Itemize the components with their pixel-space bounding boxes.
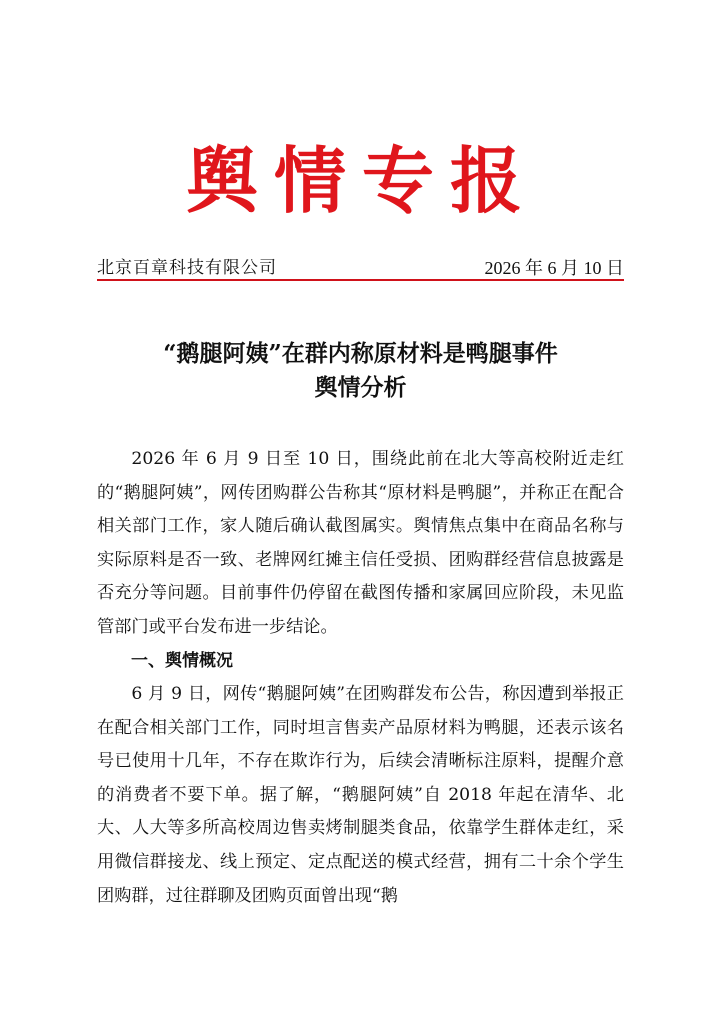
document-title: [97, 337, 624, 405]
intro-paragraph: 2026 年 6 月 9 日至 10 日，围绕此前在北大等高校附近走红的“鹅腿阿姨”，网传团购群公告称其“原材料是鸭腿”，并称正在配合相关部门工作，家人随后确认截图属实。舆情焦点集中在商品名称与实际原料是否一致、老牌网红摊主信任受损、团购群经营信息披露是否充分等问题。目前事件仍停留在截图传播和家属回应阶段，未见监管部门或平台发布进一步结论。: [97, 449, 624, 637]
issuer-name: 北京百章科技有限公司: [97, 258, 277, 278]
issue-date: 2026 年 6 月 10 日: [484, 258, 624, 278]
issuer-row: [97, 256, 624, 280]
document-body: [97, 443, 624, 906]
header-rule: [97, 279, 624, 281]
title-line-2: 舆情分析: [314, 374, 407, 401]
title-line-1: “鹅腿阿姨”在群内称原材料是鸭腿事件: [163, 340, 558, 367]
masthead-title: 舆情专报: [185, 138, 538, 223]
overview-paragraph: 6 月 9 日，网传“鹅腿阿姨”在团购群发布公告，称因遭到举报正在配合相关部门工作，同时坦言售卖产品原材料为鸭腿，还表示该名号已使用十几年，不存在欺诈行为，后续会清晰标注原料，提醒介意的消费者不要下单。据了解，“鹅腿阿姨”自 2018 年起在清华、北大、人大等多所高校周边售卖烤制腿类食品，依靠学生群体走红，采用微信群接龙、线上预定、定点配送的模式经营，拥有二十余个学生团购群，过往群聊及团购页面曾出现“鹅: [97, 684, 624, 906]
section-heading-overview: 一、舆情概况: [131, 651, 233, 671]
